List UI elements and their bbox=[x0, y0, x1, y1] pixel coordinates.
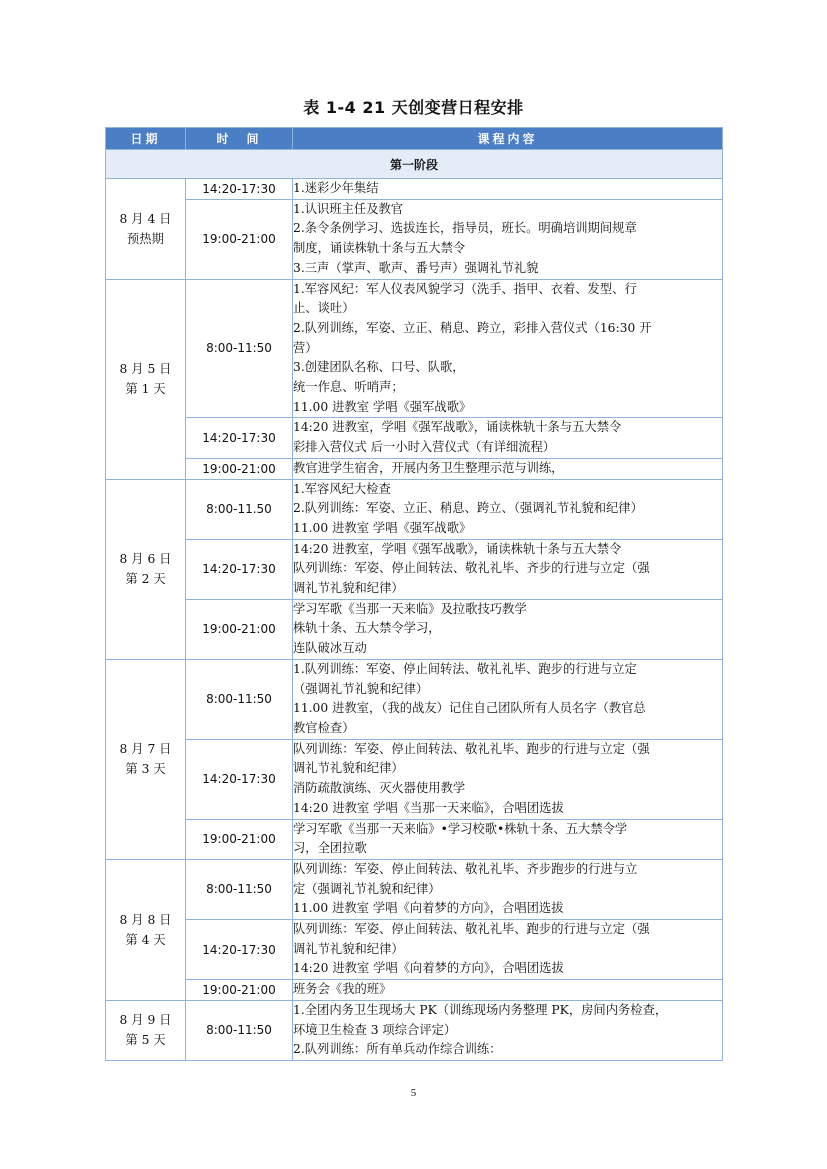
phase-row bbox=[106, 150, 723, 179]
time-cell: 14:20-17:30 bbox=[186, 739, 293, 819]
content-line: 学习军歌《当那一天来临》•学习校歌•株轨十条、五大禁令学 bbox=[293, 821, 628, 836]
content-line: 调礼节礼貌和纪律） bbox=[293, 761, 404, 776]
content-line: 队列训练：军姿、停止间转法、敬礼礼毕、跑步的行进与立定（强 bbox=[293, 741, 650, 756]
content-line: 2.队列训练：军姿、立正、稍息、跨立、（强调礼节礼貌和纪律） bbox=[293, 501, 643, 516]
time-cell: 8:00-11:50 bbox=[186, 859, 293, 919]
day-label: 第 5 天 bbox=[125, 1033, 166, 1048]
content-line: 2.队列训练，军姿、立正、稍息、跨立，彩排入营仪式（16:30 开 bbox=[293, 320, 652, 335]
content-line: 队列训练：军姿、停止间转法、敬礼礼毕、齐步跑步的行进与立 bbox=[293, 861, 638, 876]
table-row bbox=[106, 279, 723, 418]
content-line: 教官检查） bbox=[293, 720, 355, 735]
content-line: 1.军容风纪大检查 bbox=[293, 481, 391, 496]
content-line: 14:20 进教室，学唱《强军战歌》，诵读株轨十条与五大禁令 bbox=[293, 541, 622, 556]
content-cell bbox=[293, 458, 723, 479]
content-cell bbox=[293, 1000, 723, 1060]
content-line: 2.队列训练：所有单兵动作综合训练： bbox=[293, 1042, 502, 1057]
content-line: 队列训练：军姿、停止间转法、敬礼礼毕、齐步的行进与立定（强 bbox=[293, 561, 650, 576]
day-label: 预热期 bbox=[127, 231, 164, 246]
content-cell bbox=[293, 980, 723, 1001]
day-cell bbox=[106, 479, 186, 659]
table-row bbox=[106, 920, 723, 980]
day-date: 8 月 4 日 bbox=[119, 211, 172, 226]
day-label: 第 3 天 bbox=[125, 762, 166, 777]
content-cell bbox=[293, 819, 723, 859]
header-row bbox=[106, 128, 723, 150]
day-date: 8 月 7 日 bbox=[119, 742, 172, 757]
header-content: 课程内容 bbox=[293, 128, 723, 150]
table-row bbox=[106, 859, 723, 919]
content-line: 习，全团拉歌 bbox=[293, 841, 367, 856]
content-line: 调礼节礼貌和纪律） bbox=[293, 581, 404, 596]
schedule-table bbox=[105, 127, 723, 1061]
table-row bbox=[106, 199, 723, 279]
table-row bbox=[106, 659, 723, 739]
content-line: 彩排入营仪式 后一小时入营仪式（有详细流程） bbox=[293, 440, 556, 455]
time-cell: 8:00-11:50 bbox=[186, 659, 293, 739]
content-line: 1.迷彩少年集结 bbox=[293, 181, 379, 195]
phase-label: 第一阶段 bbox=[106, 150, 723, 179]
day-date: 8 月 8 日 bbox=[119, 912, 172, 927]
content-line: 11.00 进教室，（我的战友）记住自己团队所有人员名字（教官总 bbox=[293, 701, 646, 716]
day-date: 8 月 6 日 bbox=[119, 552, 172, 567]
content-line: （强调礼节礼貌和纪律） bbox=[293, 681, 429, 696]
table-row bbox=[106, 1000, 723, 1060]
day-date: 8 月 9 日 bbox=[119, 1013, 172, 1028]
table-row bbox=[106, 980, 723, 1001]
time-cell: 14:20-17:30 bbox=[186, 179, 293, 200]
time-cell: 19:00-21:00 bbox=[186, 599, 293, 659]
day-date: 8 月 5 日 bbox=[119, 362, 172, 377]
day-cell bbox=[106, 859, 186, 1000]
time-cell: 19:00-21:00 bbox=[186, 199, 293, 279]
time-cell: 8:00-11.50 bbox=[186, 479, 293, 539]
time-cell: 8:00-11:50 bbox=[186, 1000, 293, 1060]
table-row bbox=[106, 739, 723, 819]
table-row bbox=[106, 458, 723, 479]
table-row bbox=[106, 418, 723, 458]
content-cell bbox=[293, 179, 723, 200]
content-line: 学习军歌《当那一天来临》及拉歌技巧教学 bbox=[293, 601, 527, 616]
day-label: 第 2 天 bbox=[125, 572, 166, 587]
content-cell bbox=[293, 599, 723, 659]
content-cell bbox=[293, 279, 723, 418]
content-line: 教官进学生宿舍，开展内务卫生整理示范与训练， bbox=[293, 460, 564, 475]
content-cell bbox=[293, 479, 723, 539]
content-cell bbox=[293, 199, 723, 279]
day-label: 第 1 天 bbox=[125, 382, 166, 397]
content-line: 1.认识班主任及教官 bbox=[293, 201, 404, 216]
time-cell: 14:20-17:30 bbox=[186, 418, 293, 458]
table-row bbox=[106, 599, 723, 659]
day-cell bbox=[106, 659, 186, 859]
content-line: 止、谈吐） bbox=[293, 301, 355, 316]
content-line: 14:20 进教室，学唱《强军战歌》，诵读株轨十条与五大禁令 bbox=[293, 420, 622, 435]
content-line: 1.队列训练：军姿、停止间转法、敬礼礼毕、跑步的行进与立定 bbox=[293, 661, 637, 676]
content-line: 调礼节礼貌和纪律） bbox=[293, 941, 404, 956]
content-line: 株轨十条、五大禁令学习， bbox=[293, 621, 441, 636]
header-time: 时 间 bbox=[186, 128, 293, 150]
table-row bbox=[106, 179, 723, 200]
table-row bbox=[106, 819, 723, 859]
content-line: 消防疏散演练、灭火器使用教学 bbox=[293, 781, 466, 796]
content-line: 连队破冰互动 bbox=[293, 641, 367, 656]
content-line: 营） bbox=[293, 340, 318, 355]
content-line: 14:20 进教室 学唱《当那一天来临》，合唱团选拔 bbox=[293, 800, 564, 815]
content-line: 班务会《我的班》 bbox=[293, 982, 392, 997]
content-line: 3.三声（掌声、歌声、番号声）强调礼节礼貌 bbox=[293, 260, 539, 275]
content-cell bbox=[293, 739, 723, 819]
content-line: 14:20 进教室 学唱《向着梦的方向》，合唱团选拔 bbox=[293, 961, 564, 976]
content-cell bbox=[293, 539, 723, 599]
content-cell bbox=[293, 920, 723, 980]
header-date: 日期 bbox=[106, 128, 186, 150]
content-cell bbox=[293, 418, 723, 458]
time-cell: 14:20-17:30 bbox=[186, 920, 293, 980]
day-cell bbox=[106, 279, 186, 479]
day-cell bbox=[106, 1000, 186, 1060]
day-cell bbox=[106, 179, 186, 280]
table-row bbox=[106, 539, 723, 599]
content-cell bbox=[293, 659, 723, 739]
table-row bbox=[106, 479, 723, 539]
content-line: 1.全团内务卫生现场大 PK（训练现场内务整理 PK，房间内务检查， bbox=[293, 1002, 668, 1017]
content-line: 队列训练：军姿、停止间转法、敬礼礼毕、跑步的行进与立定（强 bbox=[293, 922, 650, 937]
page-number: 5 bbox=[410, 1087, 417, 1099]
content-line: 统一作息、听哨声； bbox=[293, 380, 404, 395]
table-title: 表 1-4 21 天创变营日程安排 bbox=[303, 98, 524, 117]
content-line: 1.军容风纪：军人仪表风貌学习（洗手、指甲、衣着、发型、行 bbox=[293, 281, 637, 296]
time-cell: 8:00-11:50 bbox=[186, 279, 293, 418]
content-line: 11.00 进教室 学唱《向着梦的方向》，合唱团选拔 bbox=[293, 901, 564, 916]
content-line: 2.条令条例学习、选拔连长，指导员，班长。明确培训期间规章 bbox=[293, 221, 637, 236]
time-cell: 19:00-21:00 bbox=[186, 819, 293, 859]
time-cell: 19:00-21:00 bbox=[186, 980, 293, 1001]
content-cell bbox=[293, 859, 723, 919]
content-line: 环境卫生检查 3 项综合评定） bbox=[293, 1022, 457, 1037]
content-line: 定（强调礼节礼貌和纪律） bbox=[293, 881, 441, 896]
content-line: 11.00 进教室 学唱《强军战歌》 bbox=[293, 520, 472, 535]
content-line: 11.00 进教室 学唱《强军战歌》 bbox=[293, 399, 472, 414]
day-label: 第 4 天 bbox=[125, 932, 166, 947]
content-line: 3.创建团队名称、口号、队歌， bbox=[293, 360, 465, 375]
time-cell: 14:20-17:30 bbox=[186, 539, 293, 599]
time-cell: 19:00-21:00 bbox=[186, 458, 293, 479]
content-line: 制度，诵读株轨十条与五大禁令 bbox=[293, 241, 466, 256]
